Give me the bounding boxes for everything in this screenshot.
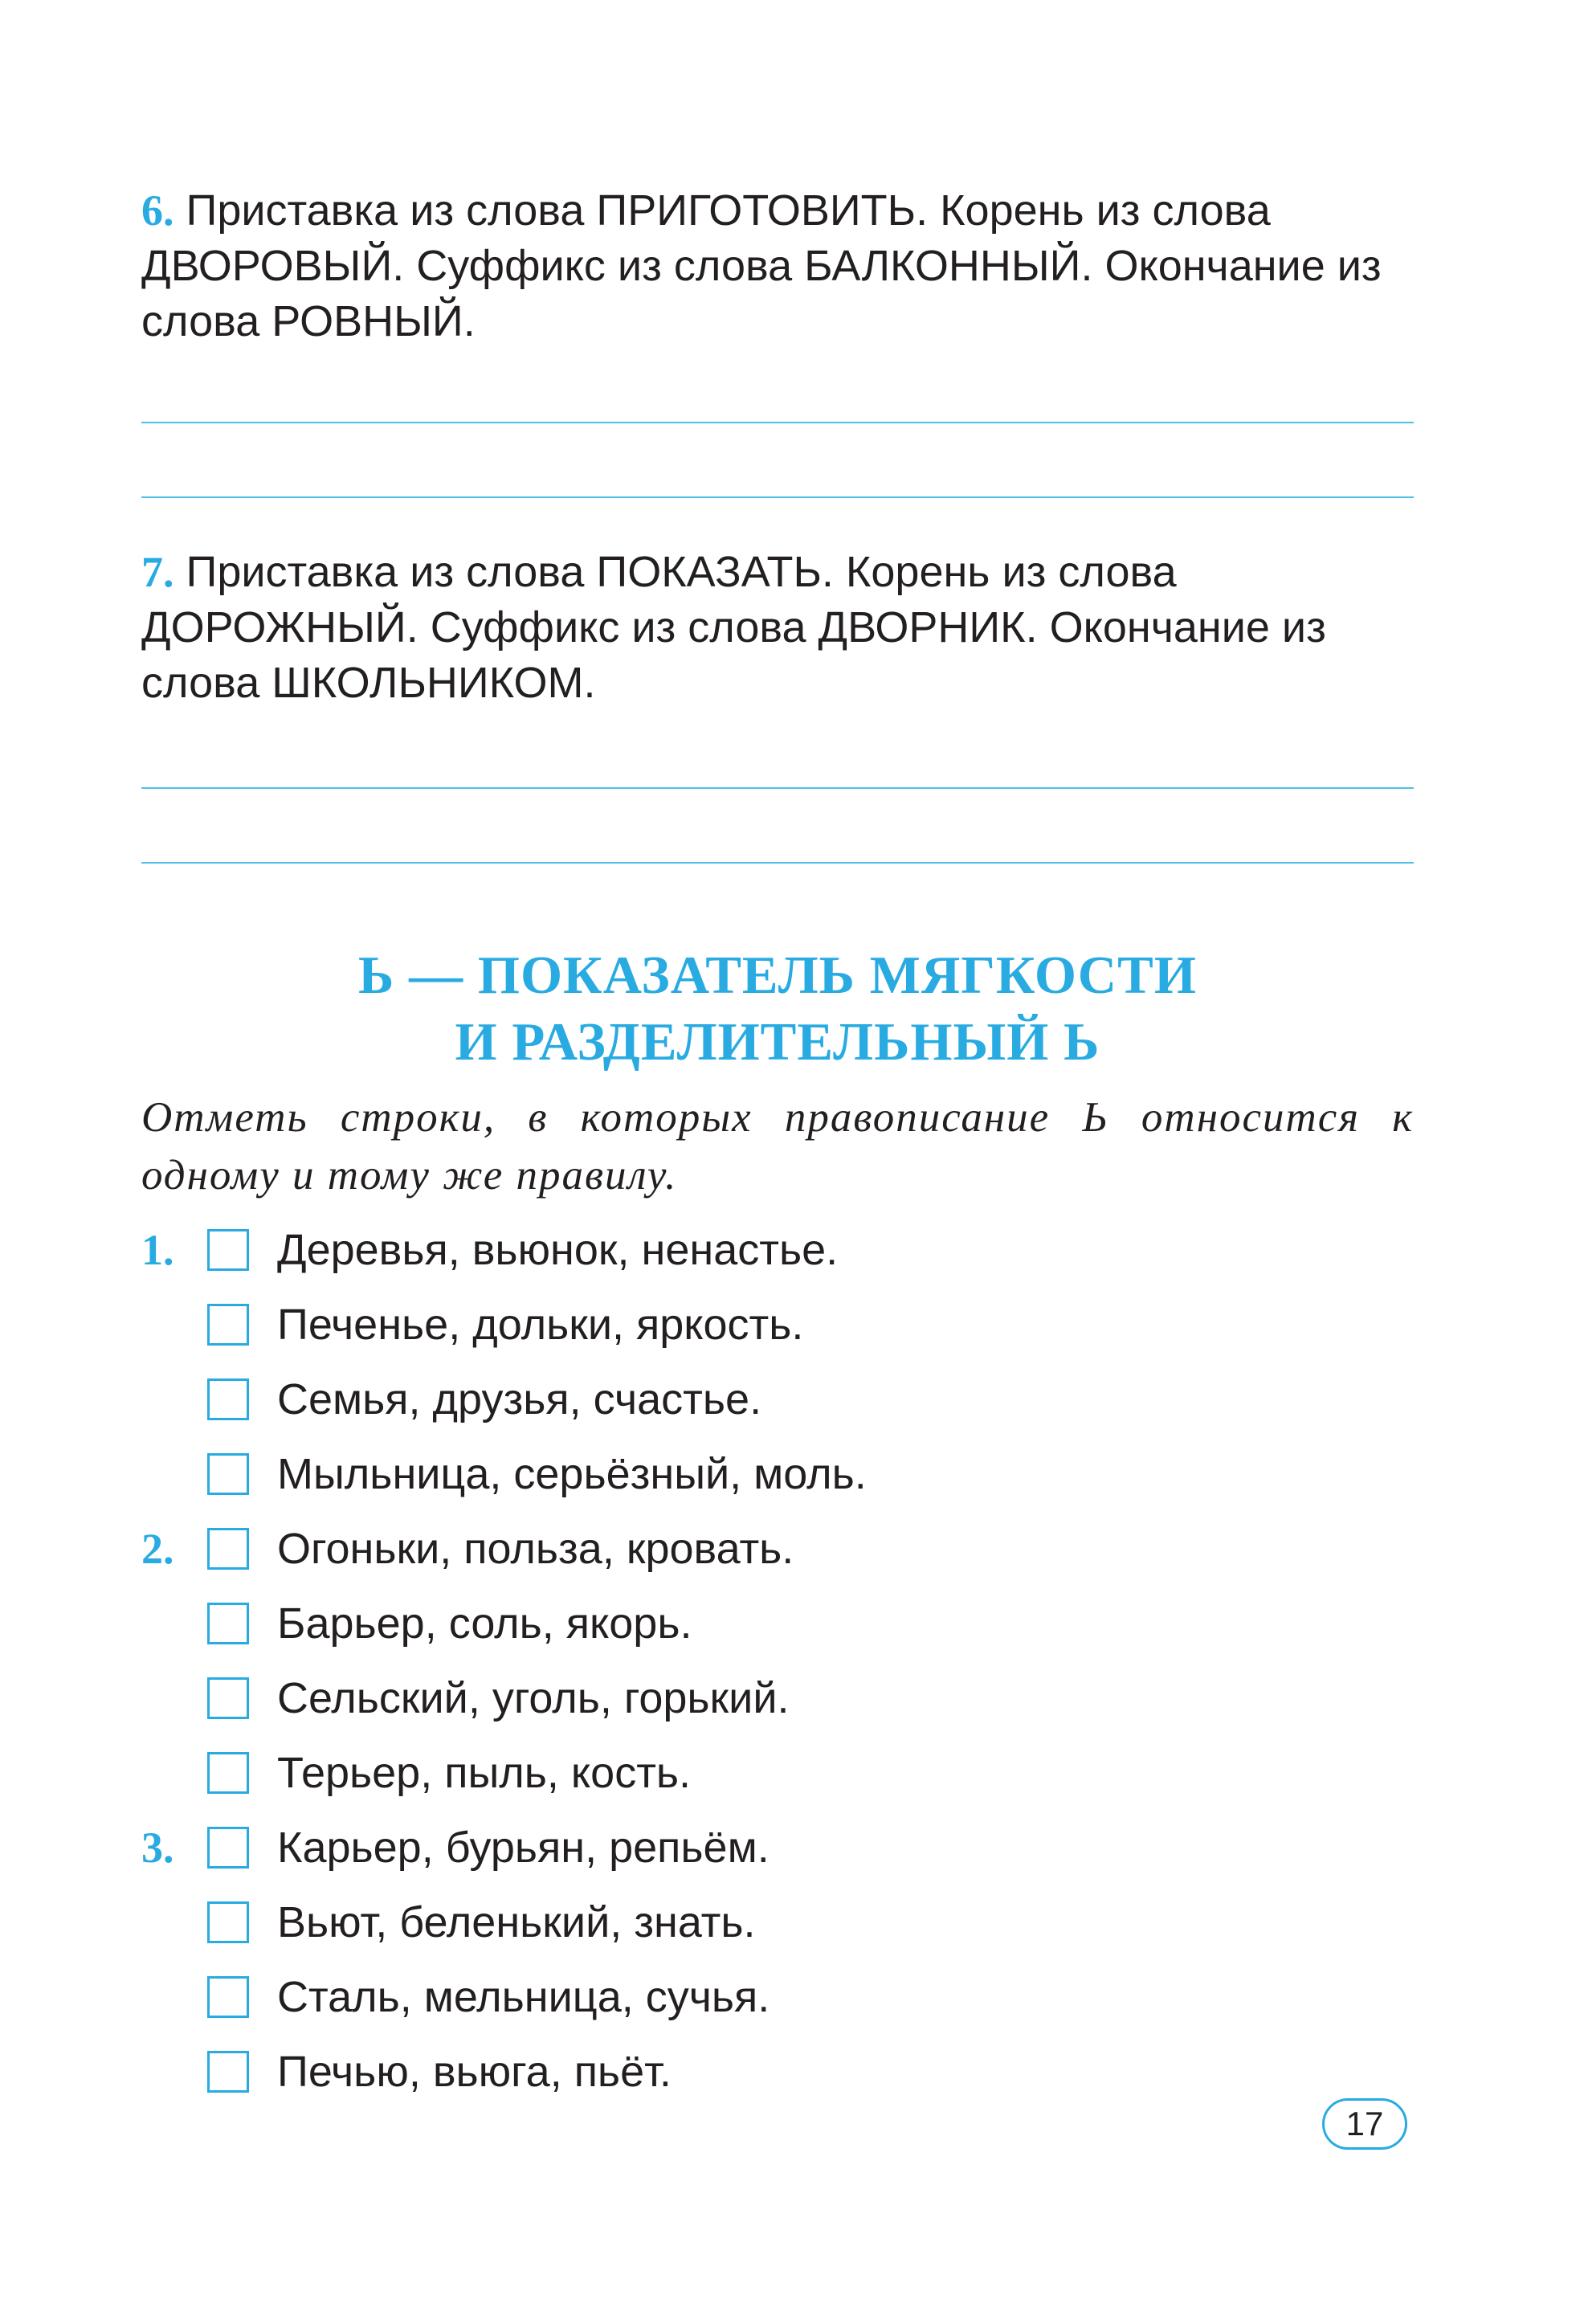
group-number: 3.: [141, 1824, 174, 1872]
checkbox[interactable]: [207, 1528, 249, 1570]
option-text: Печью, вьюга, пьёт.: [277, 2048, 672, 2096]
checkbox[interactable]: [207, 1901, 249, 1943]
option-text: Терьер, пыль, кость.: [277, 1749, 692, 1797]
page-number: 17: [1322, 2098, 1407, 2150]
option-row: [141, 1442, 867, 1506]
checkbox[interactable]: [207, 1229, 249, 1271]
checkbox[interactable]: [207, 2051, 249, 2093]
task-text: Приставка из слова ПРИГОТОВИТЬ. Корень из слова ДВОРОВЫЙ. Суффикс из слова БАЛКОННЫЙ. Окончание из слова РОВНЫЙ.: [141, 186, 1382, 345]
option-text: Сталь, мельница, сучья.: [277, 1973, 770, 2021]
option-text: Вьют, беленький, знать.: [277, 1898, 756, 1946]
option-row: [141, 1517, 794, 1581]
checkbox[interactable]: [207, 1304, 249, 1346]
checkbox[interactable]: [207, 1827, 249, 1869]
option-text: Сельский, уголь, горький.: [277, 1674, 790, 1722]
checkbox[interactable]: [207, 1378, 249, 1420]
group-number: 2.: [141, 1525, 174, 1573]
option-text: Мыльница, серьёзный, моль.: [277, 1450, 867, 1498]
checkbox[interactable]: [207, 1976, 249, 2018]
checkbox[interactable]: [207, 1752, 249, 1794]
option-row: [141, 1591, 692, 1656]
option-row: [141, 1890, 756, 1954]
option-row: [141, 1293, 803, 1357]
option-text: Огоньки, польза, кровать.: [277, 1525, 794, 1573]
option-text: Деревья, вьюнок, ненастье.: [277, 1226, 839, 1274]
section-title-line: Ь — ПОКАЗАТЕЛЬ МЯГКОСТИ: [358, 946, 1197, 1005]
answer-line[interactable]: [141, 496, 1414, 498]
option-row: [141, 1666, 790, 1730]
checkbox[interactable]: [207, 1453, 249, 1495]
checkbox[interactable]: [207, 1603, 249, 1644]
section-title-line: И РАЗДЕЛИТЕЛЬНЫЙ Ь: [455, 1012, 1100, 1072]
section-title: [141, 942, 1414, 1076]
task-number: 7.: [141, 548, 174, 596]
answer-line[interactable]: [141, 862, 1414, 864]
option-row: [141, 1218, 838, 1282]
task-7: [141, 545, 1412, 711]
option-text: Барьер, соль, якорь.: [277, 1599, 692, 1648]
checkbox[interactable]: [207, 1677, 249, 1719]
option-text: Печенье, дольки, яркость.: [277, 1301, 804, 1349]
task-number: 6.: [141, 186, 174, 235]
answer-line[interactable]: [141, 787, 1414, 789]
group-number: 1.: [141, 1226, 174, 1274]
option-text: Семья, друзья, счастье.: [277, 1375, 762, 1423]
task-6: [141, 183, 1412, 349]
task-text: Приставка из слова ПОКАЗАТЬ. Корень из слова ДОРОЖНЫЙ. Суффикс из слова ДВОРНИК. Окончание из слова ШКОЛЬНИКОМ.: [141, 548, 1326, 707]
instruction: Отметь строки, в которых правописание Ь относится к одному и тому же правилу.: [141, 1094, 1414, 1199]
option-row: [141, 1965, 770, 2029]
option-row: [141, 1815, 770, 1880]
option-row: [141, 1367, 761, 1432]
option-row: [141, 2040, 672, 2104]
option-text: Карьер, бурьян, репьём.: [277, 1824, 770, 1872]
option-row: [141, 1741, 691, 1805]
answer-line[interactable]: [141, 422, 1414, 423]
